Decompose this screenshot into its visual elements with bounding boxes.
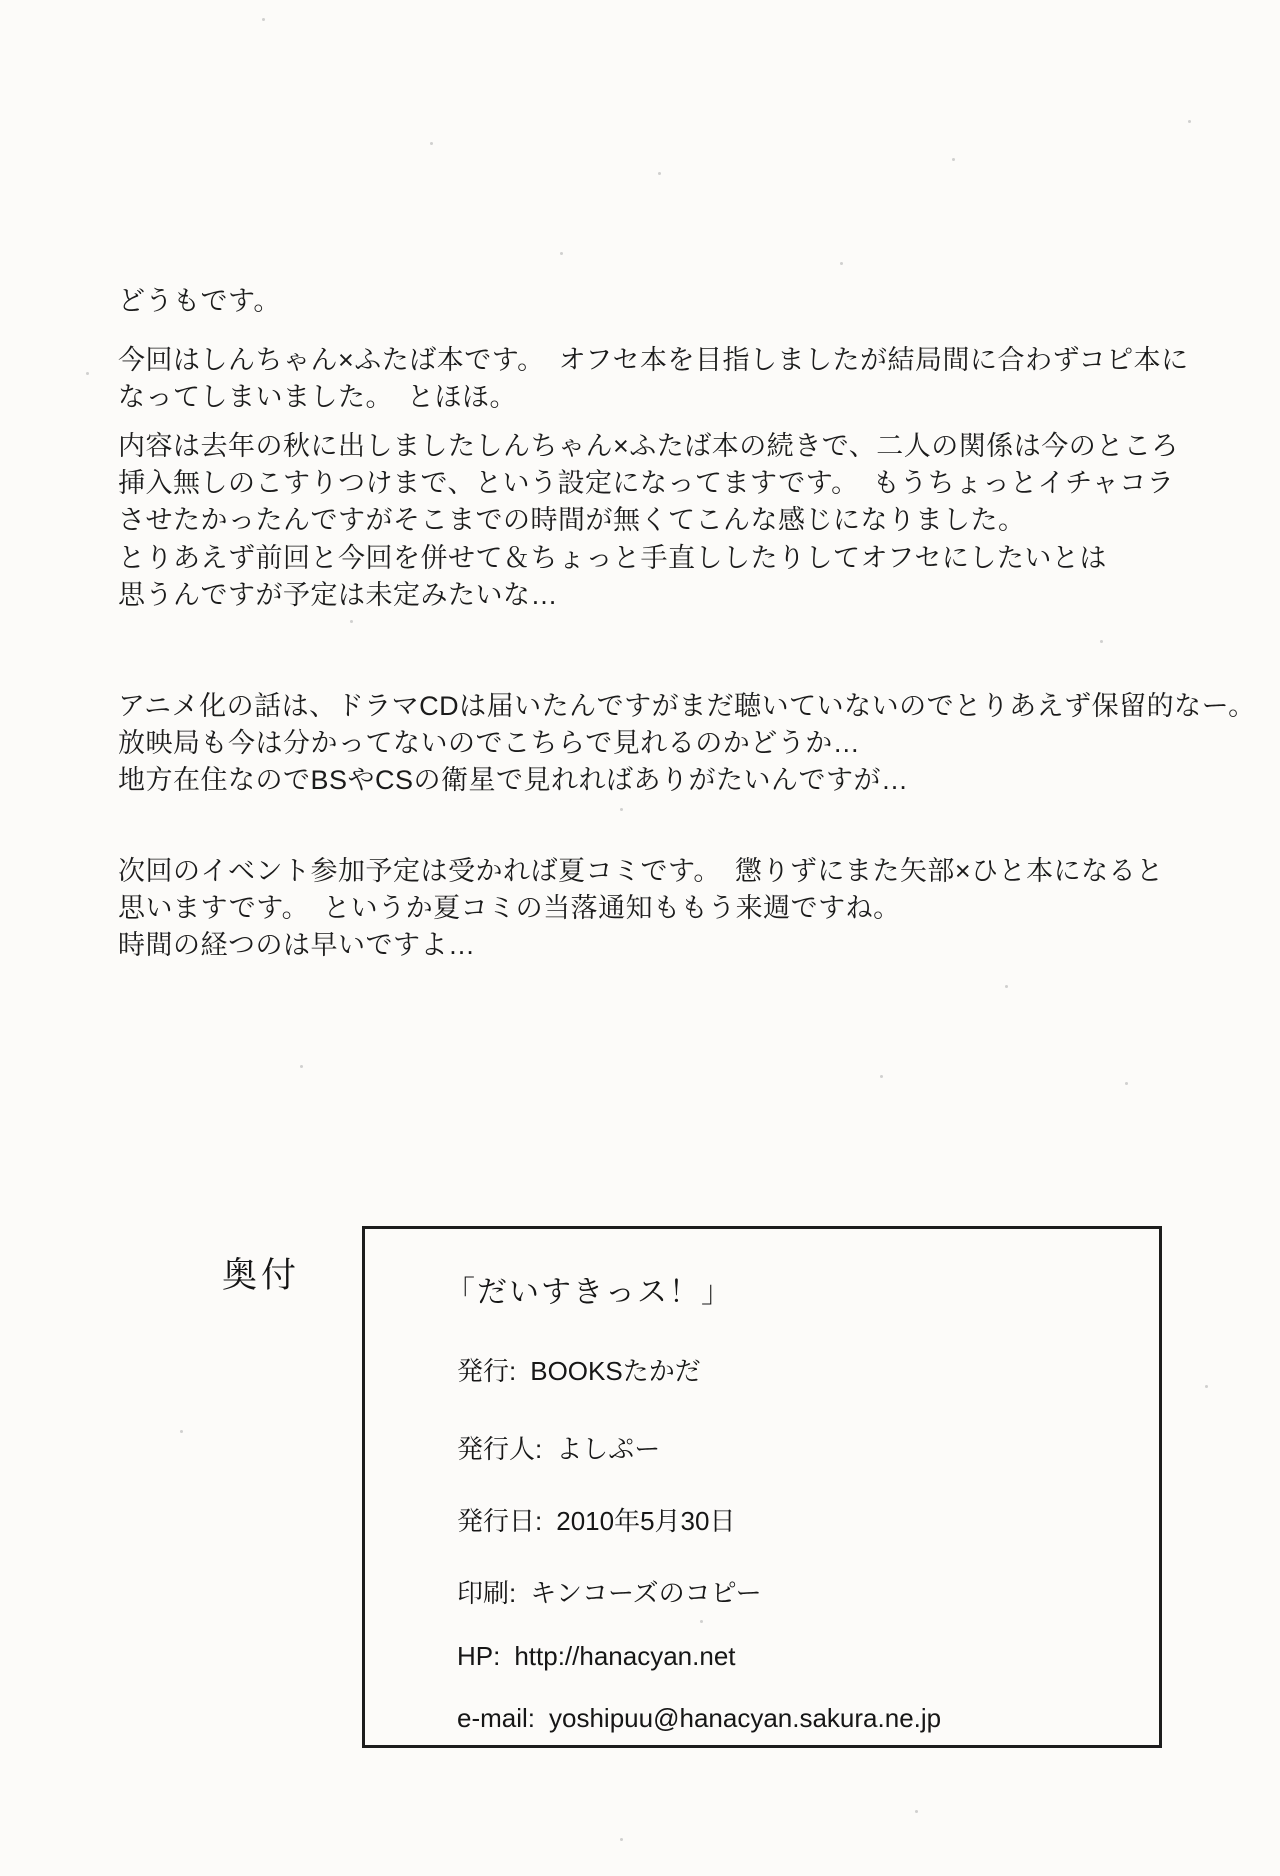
afterword-paragraph (118, 428, 1198, 539)
scan-speck (86, 372, 89, 375)
colophon-label: 奥付 (222, 1256, 301, 1295)
afterword-line: 次回のイベント参加予定は受かれば夏コミです。 懲りずにまた矢部×ひと本になると (118, 856, 1164, 886)
field-label: 印刷: (457, 1578, 517, 1608)
scan-speck (1125, 1082, 1128, 1085)
afterword-line: 思いますです。 というか夏コミの当落通知ももう来週ですね。 (118, 893, 901, 923)
afterword-line: 地方在住なのでBSやCSの衛星で見れればありがたいんですが… (118, 765, 909, 795)
scan-speck (262, 18, 265, 21)
scan-speck (1188, 120, 1191, 123)
scan-speck (658, 172, 661, 175)
afterword-paragraph (118, 853, 1198, 964)
scan-speck (180, 1430, 183, 1433)
afterword-line: 今回はしんちゃん×ふたば本です。 オフセ本を目指しましたが結局間に合わずコピ本に (118, 345, 1189, 375)
afterword-line: 放映局も今は分かってないのでこちらで見れるのかどうか… (118, 728, 861, 758)
afterword-line: させたかったんですがそこまでの時間が無くてこんな感じになりました。 (118, 505, 1026, 535)
afterword-line: 時間の経つのは早いですよ… (118, 930, 476, 960)
scan-speck (880, 1075, 883, 1078)
afterword-line: なってしまいました。 とほほ。 (118, 382, 517, 412)
colophon-box (362, 1226, 1162, 1748)
scan-speck (915, 1810, 918, 1813)
colophon-field-homepage (457, 1641, 736, 1672)
scan-speck (840, 262, 843, 265)
afterword-paragraph (118, 283, 1198, 320)
colophon-field-email (457, 1703, 941, 1734)
scan-speck (1205, 1385, 1208, 1388)
scan-speck (620, 808, 623, 811)
scan-speck (1100, 640, 1103, 643)
field-value: よしぷー (556, 1434, 661, 1464)
field-label: 発行人: (457, 1434, 543, 1464)
field-value: BOOKSたかだ (530, 1356, 701, 1386)
field-label: 発行: (457, 1356, 517, 1386)
field-value: キンコーズのコピー (530, 1578, 762, 1608)
scan-speck (1005, 985, 1008, 988)
afterword-line: とりあえず前回と今回を併せて＆ちょっと手直ししたりしてオフセにしたいとは (118, 543, 1107, 573)
scan-speck (350, 620, 353, 623)
field-value: yoshipuu@hanacyan.sakura.ne.jp (549, 1703, 942, 1733)
afterword-paragraph (118, 688, 1256, 799)
scan-speck (620, 1838, 623, 1841)
field-label: e-mail: (457, 1703, 536, 1733)
afterword-paragraph (118, 342, 1198, 416)
scan-speck (952, 158, 955, 161)
scan-speck (300, 1065, 303, 1068)
field-label: 発行日: (457, 1506, 543, 1536)
colophon-field-issuer (457, 1429, 660, 1466)
colophon-field-printing (457, 1573, 762, 1610)
afterword-line: 思うんですが予定は未定みたいな… (118, 580, 558, 610)
book-title: 「だいすきっス！」 (445, 1276, 733, 1309)
afterword-paragraph (118, 540, 1198, 614)
field-label: HP: (457, 1641, 501, 1671)
field-value: 2010年5月30日 (556, 1506, 736, 1536)
field-value: http://hanacyan.net (514, 1641, 736, 1671)
scan-speck (560, 252, 563, 255)
afterword-line: どうもです。 (118, 286, 281, 316)
colophon-field-date (457, 1501, 735, 1538)
colophon-field-publisher (457, 1351, 701, 1388)
afterword-line: アニメ化の話は、ドラマCDは届いたんですがまだ聴いていないのでとりあえず保留的なー。 (118, 691, 1256, 721)
scan-speck (430, 142, 433, 145)
afterword-line: 挿入無しのこすりつけまで、という設定になってますです。 もうちょっとイチャコラ (118, 468, 1175, 498)
afterword-line: 内容は去年の秋に出しましたしんちゃん×ふたば本の続きで、二人の関係は今のところ (118, 431, 1179, 461)
